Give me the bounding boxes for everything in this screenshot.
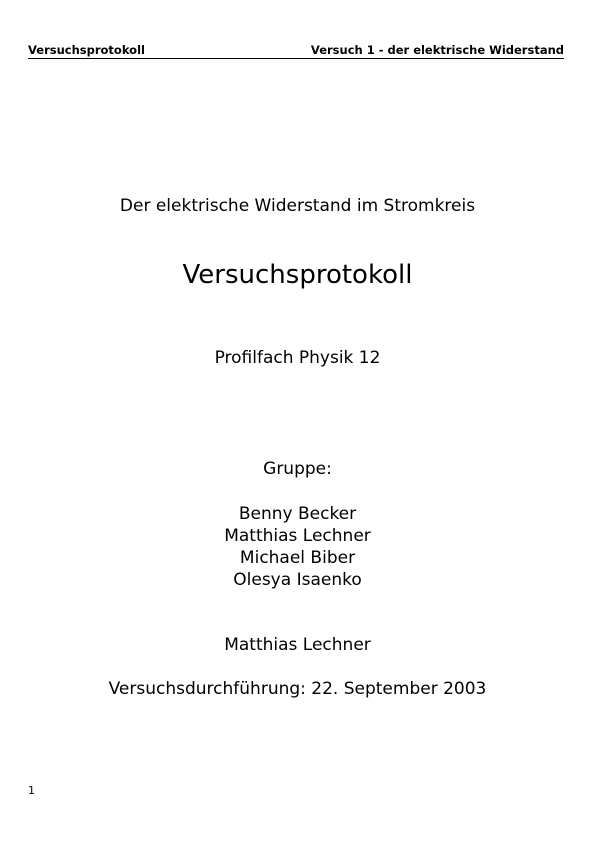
header-document-type: Versuchsprotokoll <box>28 43 145 57</box>
protocol-author: Matthias Lechner <box>224 635 371 655</box>
group-member: Olesya Isaenko <box>233 570 362 590</box>
group-member: Benny Becker <box>238 504 357 524</box>
group-member: Michael Biber <box>239 548 356 568</box>
experiment-date: Versuchsdurchführung: 22. September 2003 <box>108 679 487 699</box>
cover-title: Versuchsprotokoll <box>182 260 413 290</box>
group-label: Gruppe: <box>263 459 332 479</box>
group-member: Matthias Lechner <box>224 526 371 546</box>
header-experiment-title: Versuch 1 - der elektrische Widerstand <box>310 43 564 57</box>
page-header <box>28 42 564 59</box>
cover-subtitle: Der elektrische Widerstand im Stromkreis <box>119 196 476 216</box>
page-number: 1 <box>28 784 35 797</box>
group-members-list <box>0 503 595 591</box>
course-name: Profilfach Physik 12 <box>214 348 381 368</box>
